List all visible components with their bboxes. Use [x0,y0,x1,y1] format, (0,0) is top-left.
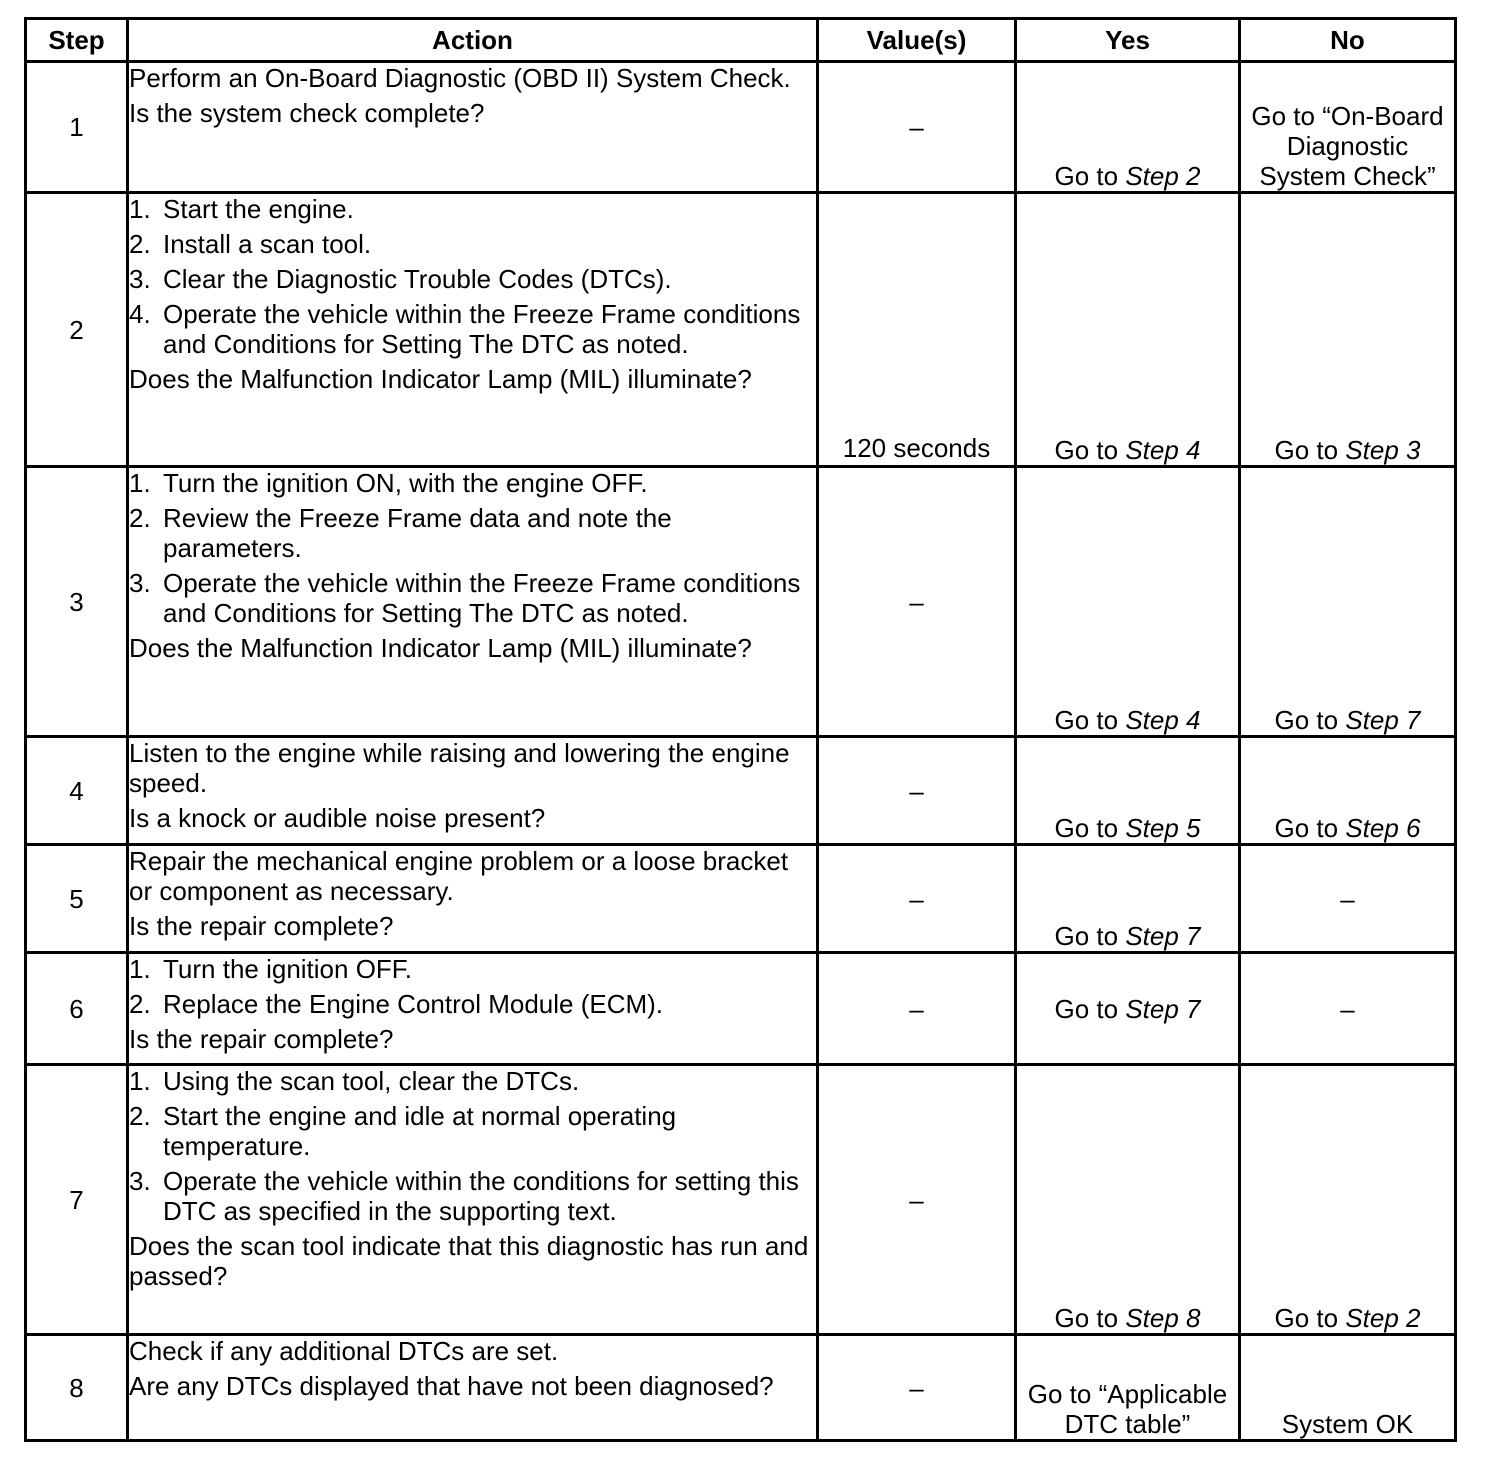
list-item [129,954,816,984]
no-cell: System OK [1240,1335,1456,1441]
item-text: Clear the Diagnostic Trouble Codes (DTCs). [163,264,672,294]
yes-step-link[interactable]: Step 8 [1125,1303,1201,1333]
no-cell [1240,737,1456,845]
step-number: 1 [26,62,128,193]
header-yes: Yes [1016,19,1240,62]
no-cell: – [1240,845,1456,953]
item-text: Operate the vehicle within the Freeze Frame conditions and Conditions for Setting The DTC as noted. [163,299,801,359]
item-number: 1. [129,1066,151,1096]
list-item [129,568,816,628]
no-link[interactable]: Go to “On-Board Diagnostic System Check” [1251,101,1444,191]
action-cell [128,62,818,193]
action-question: Is the repair complete? [129,911,394,941]
yes-step-link[interactable]: Step 7 [1125,993,1201,1024]
item-text: Install a scan tool. [163,229,372,259]
action-question: Is the repair complete? [129,1024,394,1054]
yes-cell [1016,193,1240,467]
list-item [129,1066,816,1096]
no-cell [1240,62,1456,193]
list-item [129,194,816,224]
yes-prefix: Go to [1054,1303,1126,1333]
action-cell [128,845,818,953]
no-cell [1240,1065,1456,1335]
no-step-link[interactable]: Step 6 [1345,813,1421,843]
no-cell [1240,193,1456,467]
item-number: 4. [129,299,151,329]
yes-step-link[interactable]: Step 4 [1125,435,1201,465]
item-number: 1. [129,954,151,984]
action-question: Does the Malfunction Indicator Lamp (MIL) illuminate? [129,633,752,663]
step-number: 8 [26,1335,128,1441]
header-no: No [1240,19,1456,62]
table-row [26,1065,1456,1335]
action-cell [128,467,818,737]
item-text: Review the Freeze Frame data and note the parameters. [163,503,672,563]
value-cell: – [818,1065,1016,1335]
yes-prefix: Go to [1054,161,1126,191]
item-text: Turn the ignition ON, with the engine OFF. [163,468,648,498]
table-row [26,62,1456,193]
action-question: Is a knock or audible noise present? [129,803,546,833]
yes-prefix: Go to [1054,813,1126,843]
item-text: Operate the vehicle within the Freeze Frame conditions and Conditions for Setting The DTC as noted. [163,568,801,628]
header-action: Action [128,19,818,62]
list-item [129,299,816,359]
step-number: 2 [26,193,128,467]
yes-cell [1016,1335,1240,1441]
action-cell [128,1065,818,1335]
item-number: 3. [129,568,151,598]
item-number: 2. [129,989,151,1019]
yes-step-link[interactable]: Step 7 [1125,921,1201,951]
list-item [129,503,816,563]
step-number: 3 [26,467,128,737]
header-values: Value(s) [818,19,1016,62]
action-text: Perform an On-Board Diagnostic (OBD II) System Check. [129,63,791,93]
item-text: Replace the Engine Control Module (ECM). [163,989,664,1019]
action-text: Listen to the engine while raising and lowering the engine speed. [129,738,790,798]
no-prefix: Go to [1274,813,1346,843]
table-row [26,1335,1456,1441]
value-cell: – [818,1335,1016,1441]
diagnostic-table [24,17,1457,1442]
action-text: Repair the mechanical engine problem or a loose bracket or component as necessary. [129,846,789,906]
yes-cell [1016,62,1240,193]
list-item [129,264,816,294]
yes-prefix: Go to [1054,921,1126,951]
action-question: Does the Malfunction Indicator Lamp (MIL) illuminate? [129,364,752,394]
yes-step-link[interactable]: Step 5 [1125,813,1201,843]
no-prefix: Go to [1274,705,1346,735]
action-cell [128,953,818,1065]
value-cell: – [818,467,1016,737]
item-number: 2. [129,1101,151,1131]
item-text: Using the scan tool, clear the DTCs. [163,1066,580,1096]
value-cell: – [818,845,1016,953]
yes-step-link[interactable]: Step 2 [1125,161,1201,191]
action-cell [128,737,818,845]
yes-cell [1016,737,1240,845]
item-text: Start the engine. [163,194,354,224]
table-row [26,467,1456,737]
yes-cell [1016,1065,1240,1335]
yes-cell [1016,953,1240,1065]
list-item [129,229,816,259]
yes-link[interactable]: Go to “Applicable DTC table” [1027,1379,1228,1439]
no-cell: – [1240,953,1456,1065]
no-step-link[interactable]: Step 7 [1345,705,1421,735]
item-number: 3. [129,1166,151,1196]
yes-cell [1016,467,1240,737]
value-cell: 120 seconds [818,193,1016,467]
header-row [26,19,1456,62]
yes-prefix: Go to [1054,435,1126,465]
list-item [129,1166,816,1226]
value-cell: – [818,953,1016,1065]
value-cell: – [818,62,1016,193]
yes-prefix: Go to [1054,993,1126,1024]
yes-step-link[interactable]: Step 4 [1125,705,1201,735]
no-step-link[interactable]: Step 3 [1345,435,1421,465]
table-row [26,953,1456,1065]
step-number: 5 [26,845,128,953]
item-number: 1. [129,468,151,498]
no-cell [1240,467,1456,737]
step-number: 7 [26,1065,128,1335]
table-row [26,845,1456,953]
yes-prefix: Go to [1054,705,1126,735]
item-number: 3. [129,264,151,294]
item-text: Turn the ignition OFF. [163,954,413,984]
list-item [129,989,816,1019]
no-prefix: Go to [1274,435,1346,465]
no-step-link[interactable]: Step 2 [1345,1303,1421,1333]
action-cell [128,193,818,467]
item-number: 1. [129,194,151,224]
step-number: 6 [26,953,128,1065]
item-number: 2. [129,503,151,533]
item-number: 2. [129,229,151,259]
list-item [129,468,816,498]
item-text: Operate the vehicle within the conditions for setting this DTC as specified in the supporting text. [163,1166,799,1226]
yes-cell [1016,845,1240,953]
action-question: Is the system check complete? [129,98,485,128]
action-text: Check if any additional DTCs are set. [129,1336,559,1366]
action-question: Does the scan tool indicate that this diagnostic has run and passed? [129,1231,809,1291]
item-text: Start the engine and idle at normal operating temperature. [163,1101,677,1161]
header-step: Step [26,19,128,62]
action-cell [128,1335,818,1441]
value-cell: – [818,737,1016,845]
list-item [129,1101,816,1161]
step-number: 4 [26,737,128,845]
action-question: Are any DTCs displayed that have not been diagnosed? [129,1371,774,1401]
table-row [26,737,1456,845]
no-prefix: Go to [1274,1303,1346,1333]
table-row [26,193,1456,467]
